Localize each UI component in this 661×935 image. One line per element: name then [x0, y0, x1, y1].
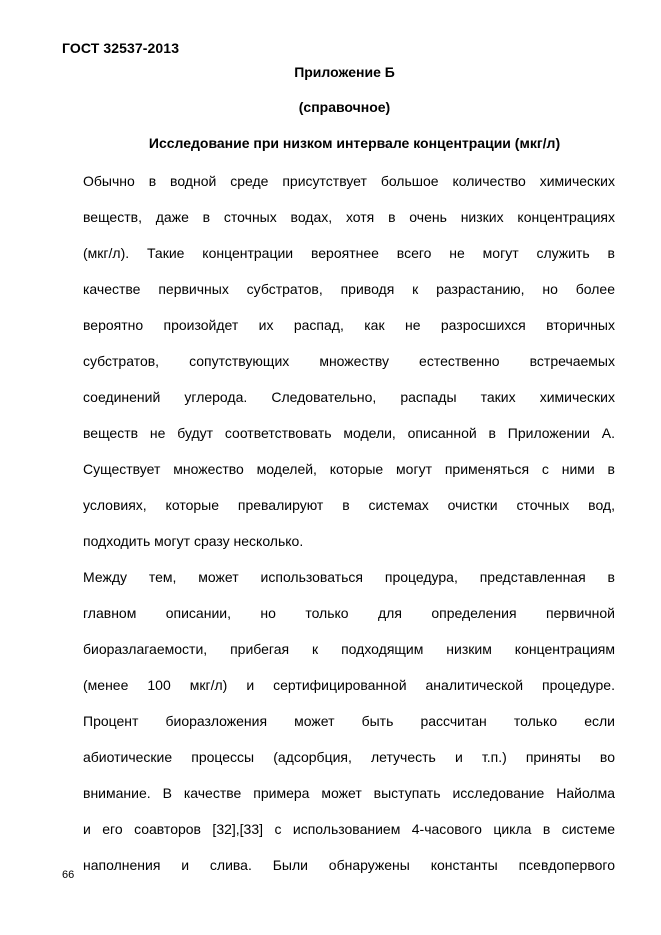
text-line: и его соавторов [32],[33] с использованием 4-часового цикла в системе	[83, 821, 615, 837]
body-text	[83, 163, 615, 883]
text-line: (менее 100 мкг/л) и сертифицированной аналитической процедуре.	[83, 677, 615, 693]
text-line: вероятно произойдет их распад, как не разросшихся вторичных	[83, 317, 615, 333]
text-line: наполнения и слива. Были обнаружены константы псевдопервого	[83, 857, 615, 873]
text-line: условиях, которые превалируют в системах очистки сточных вод,	[83, 497, 615, 513]
text-line: главном описании, но только для определения первичной	[83, 605, 615, 621]
text-line: Процент биоразложения может быть рассчитан только если	[83, 713, 615, 729]
text-line: внимание. В качестве примера может выступать исследование Найолма	[83, 785, 615, 801]
text-line: Обычно в водной среде присутствует большое количество химических	[83, 173, 615, 189]
annex-type: (справочное)	[298, 99, 391, 115]
page-number: 66	[62, 869, 75, 881]
text-line: веществ не будут соответствовать модели, описанной в Приложении А.	[83, 425, 615, 441]
text-line: (мкг/л). Такие концентрации вероятнее всего не могут служить в	[83, 245, 615, 261]
text-line: Существует множество моделей, которые могут применяться с ними в	[83, 461, 615, 477]
text-line: качестве первичных субстратов, приводя к разрастанию, но более	[83, 281, 615, 297]
text-line: подходить могут сразу несколько.	[83, 533, 304, 549]
text-line: Между тем, может использоваться процедура, представленная в	[83, 569, 615, 585]
text-line: абиотические процессы (адсорбция, летучесть и т.п.) приняты во	[83, 749, 615, 765]
annex-title: Приложение Б	[294, 64, 395, 80]
section-heading: Исследование при низком интервале концентрации (мкг/л)	[148, 135, 561, 151]
text-line: биоразлагаемости, прибегая к подходящим низким концентрациям	[83, 641, 615, 657]
text-line: соединений углерода. Следовательно, распады таких химических	[83, 389, 615, 405]
text-line: веществ, даже в сточных водах, хотя в очень низких концентрациях	[83, 209, 615, 225]
text-line: субстратов, сопутствующих множеству естественно встречаемых	[83, 353, 615, 369]
document-code: ГОСТ 32537-2013	[62, 40, 180, 56]
